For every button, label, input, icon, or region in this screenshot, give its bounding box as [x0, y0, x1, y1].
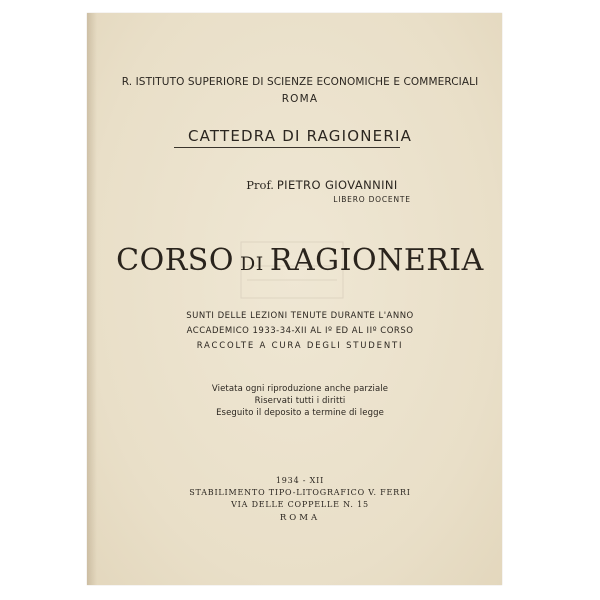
professor-name: PIETRO GIOVANNINI — [276, 178, 398, 192]
imprint-year: 1934 - XII — [275, 476, 325, 485]
rights-line-1: Vietata ogni riproduzione anche parziale — [211, 384, 389, 394]
title-part-di: DI — [239, 253, 264, 275]
summary-line-3: RACCOLTE A CURA DEGLI STUDENTI — [196, 341, 404, 351]
imprint-printer: STABILIMENTO TIPO-LITOGRAFICO V. FERRI — [189, 488, 411, 497]
rights-line-2: Riservati tutti i diritti — [254, 396, 346, 406]
rights-line-3: Eseguito il deposito a termine di legge — [216, 408, 384, 418]
professor-line — [0, 178, 600, 192]
title-part-ragioneria: RAGIONERIA — [269, 243, 484, 278]
chair-underline — [174, 147, 400, 148]
imprint-city: ROMA — [279, 513, 321, 523]
professor-role: LIBERO DOCENTE — [333, 195, 411, 204]
title-part-corso: CORSO — [116, 243, 234, 278]
institute-city: ROMA — [281, 93, 319, 105]
chair-heading: CATTEDRA DI RAGIONERIA — [187, 127, 413, 145]
summary-line-2: ACCADEMICO 1933-34-XII AL Iº ED AL IIº CORSO — [186, 326, 414, 336]
imprint-address: VIA DELLE COPPELLE N. 15 — [231, 500, 369, 509]
summary-line-1: SUNTI DELLE LEZIONI TENUTE DURANTE L'ANNO — [186, 311, 414, 321]
institute-name: R. ISTITUTO SUPERIORE DI SCIENZE ECONOMICHE E COMMERCIALI — [121, 76, 479, 88]
book-title — [0, 243, 600, 278]
professor-prefix: Prof. — [246, 178, 274, 192]
